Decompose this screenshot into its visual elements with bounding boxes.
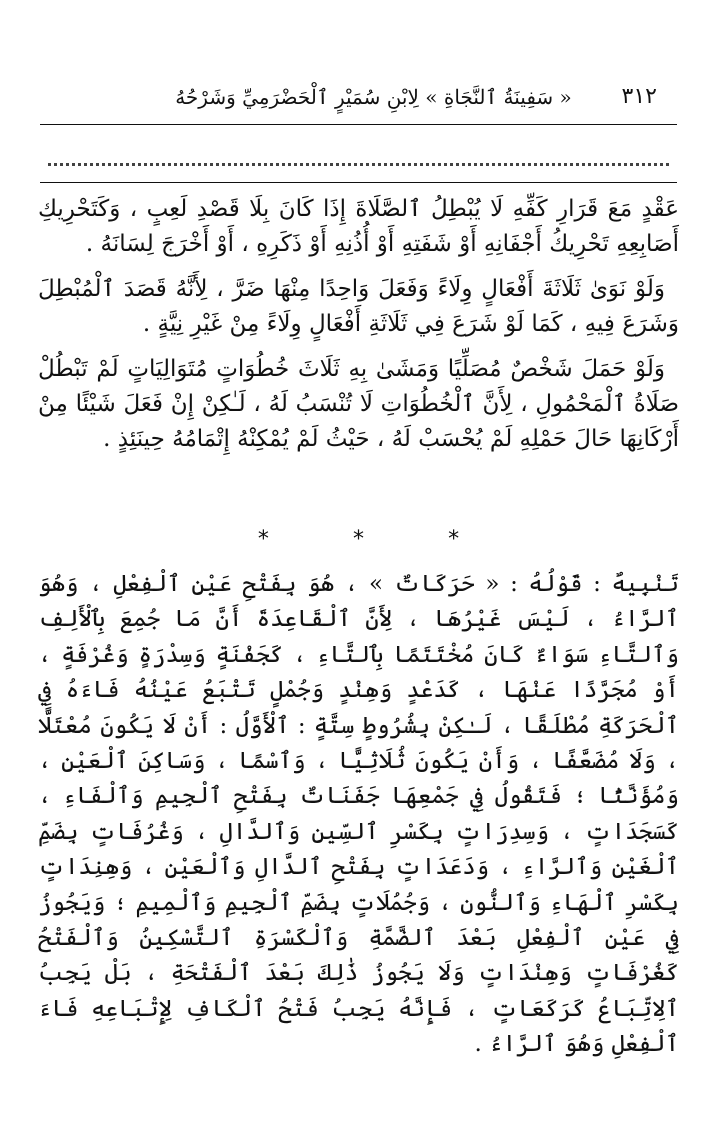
header-rule <box>40 124 677 125</box>
main-text <box>38 192 679 467</box>
dotted-separator <box>48 145 669 166</box>
asterisk-ornament: * <box>448 527 460 552</box>
ornament-divider <box>0 527 717 552</box>
running-title: « سَفِينَةُ ٱلنَّجَاةِ » لِابْنِ سُمَيْرٍ ٱلْحَضْرَمِيِّ وَشَرْحُهُ <box>175 85 572 109</box>
paragraph-3: وَلَوْ حَمَلَ شَخْصٌ مُصَلِّيًا وَمَشَىٰ بِهِ ثَلَاثَ خُطُوَاتٍ مُتَوَالِيَاتٍ لَمْ تَبْطُلْ صَلَاةُ ٱلْمَحْمُولِ ، لِأَنَّ ٱلْخُطُوَاتِ لَا تُنْسَبُ لَهُ ، لَـٰكِنْ إِنْ فَعَلَ شَيْئًا مِنْ أَرْكَانِهَا حَالَ حَمْلِهِ لَمْ يُحْسَبْ لَهُ ، حَيْثُ لَمْ يُمْكِنْهُ إِتْمَامُهُ حِينَئِذٍ . <box>38 356 679 452</box>
page-number: ٣١٢ <box>621 84 657 109</box>
section-rule <box>40 182 677 183</box>
paragraph-2: وَلَوْ نَوَىٰ ثَلَاثَةَ أَفْعَالٍ وِلَاءً وَفَعَلَ وَاحِدًا مِنْهَا ضَرَّ ، لِأَنَّهُ قَصَدَ ٱلْمُبْطِلَ وَشَرَعَ فِيهِ ، كَمَا لَوْ شَرَعَ فِي ثَلَاثَةِ أَفْعَالٍ وِلَاءً مِنْ غَيْرِ نِيَّةٍ . <box>38 276 679 337</box>
notice-section <box>38 567 679 1073</box>
asterisk-ornament: * <box>257 527 269 552</box>
asterisk-ornament: * <box>353 527 364 552</box>
notice-paragraph: تَنْبِيهٌ : قَوْلُهُ : « حَرَكَاتٌ » ، هُوَ بِفَتْحِ عَيْنِ ٱلْفِعْلِ ، وَهُوَ ٱلرَّاءُ ، لَيْسَ غَيْرُهَا ، لِأَنَّ ٱلْقَاعِدَةَ أَنَّ مَا جُمِعَ بِٱلْأَلِفِ وَٱلتَّاءِ سَوَاءٌ كَانَ مُخْتَتَمًا بِٱلتَّاءِ ، كَجَفْنَةٍ وَسِدْرَةٍ وَغُرْفَةٍ ، أَوْ مُجَرَّدًا عَنْهَا ، كَدَعْدٍ وَهِنْدٍ وَجُمْلٍ تَتْبَعُ عَيْنُهُ فَاءَهُ فِي ٱلْحَرَكَةِ مُطْلَقًا ، لَـٰكِنْ بِشُرُوطٍ سِتَّةٍ : ٱلْأَوَّلُ : أَنْ لَا يَكُونَ مُعْتَلًّا ، وَلَا مُضَعَّفًا ، وَأَنْ يَكُونَ ثُلَاثِيًّا ، وَٱسْمًا ، وَسَاكِنَ ٱلْعَيْنِ ، وَمُؤَنَّثًا ؛ فَتَقُولُ فِي جَمْعِهَا جَفَنَاتٌ بِفَتْحِ ٱلْجِيمِ وَٱلْفَاءِ ، كَسَجَدَاتٍ ، وَسِدِرَاتٍ بِكَسْرِ ٱلسِّينِ وَٱلدَّالِ ، وَغُرُفَاتٍ بِضَمِّ ٱلْغَيْنِ وَٱلرَّاءِ ، وَدَعَدَاتٍ بِفَتْحِ ٱلدَّالِ وَٱلْعَيْنِ ، وَهِنِدَاتٍ بِكَسْرِ ٱلْهَاءِ وَٱلنُّونِ ، وَجُمُلَاتٍ بِضَمِّ ٱلْجِيمِ وَٱلْمِيمِ ؛ وَيَجُوزُ فِي عَيْنِ ٱلْفِعْلِ بَعْدَ ٱلضَّمَّةِ وَٱلْكَسْرَةِ ٱلتَّسْكِينُ وَٱلْفَتْحُ كَغُرْفَاتٍ وَهِنْدَاتٍ وَلَا يَجُوزُ ذَٰلِكَ بَعْدَ ٱلْفَتْحَةِ ، بَلْ يَجِبُ ٱلِاتِّبَاعُ كَرَكَعَاتٍ ، فَإِنَّهُ يَجِبُ فَتْحُ ٱلْكَافِ لِإِتْبَاعِهِ فَاءَ ٱلْفِعْلِ وَهُوَ ٱلرَّاءُ . <box>38 571 679 1058</box>
page-header <box>40 82 677 122</box>
paragraph-1: عَقْدٍ مَعَ قَرَارِ كَفِّهِ لَا يُبْطِلُ ٱلصَّلَاةَ إِذَا كَانَ بِلَا قَصْدِ لَعِبٍ ، وَكَتَحْرِيكِ أَصَابِعِهِ تَحْرِيكُ أَجْفَانِهِ أَوْ شَفَتِهِ أَوْ أُذُنِهِ أَوْ ذَكَرِهِ ، أَوْ أَخْرَجَ لِسَانَهُ . <box>38 196 679 257</box>
